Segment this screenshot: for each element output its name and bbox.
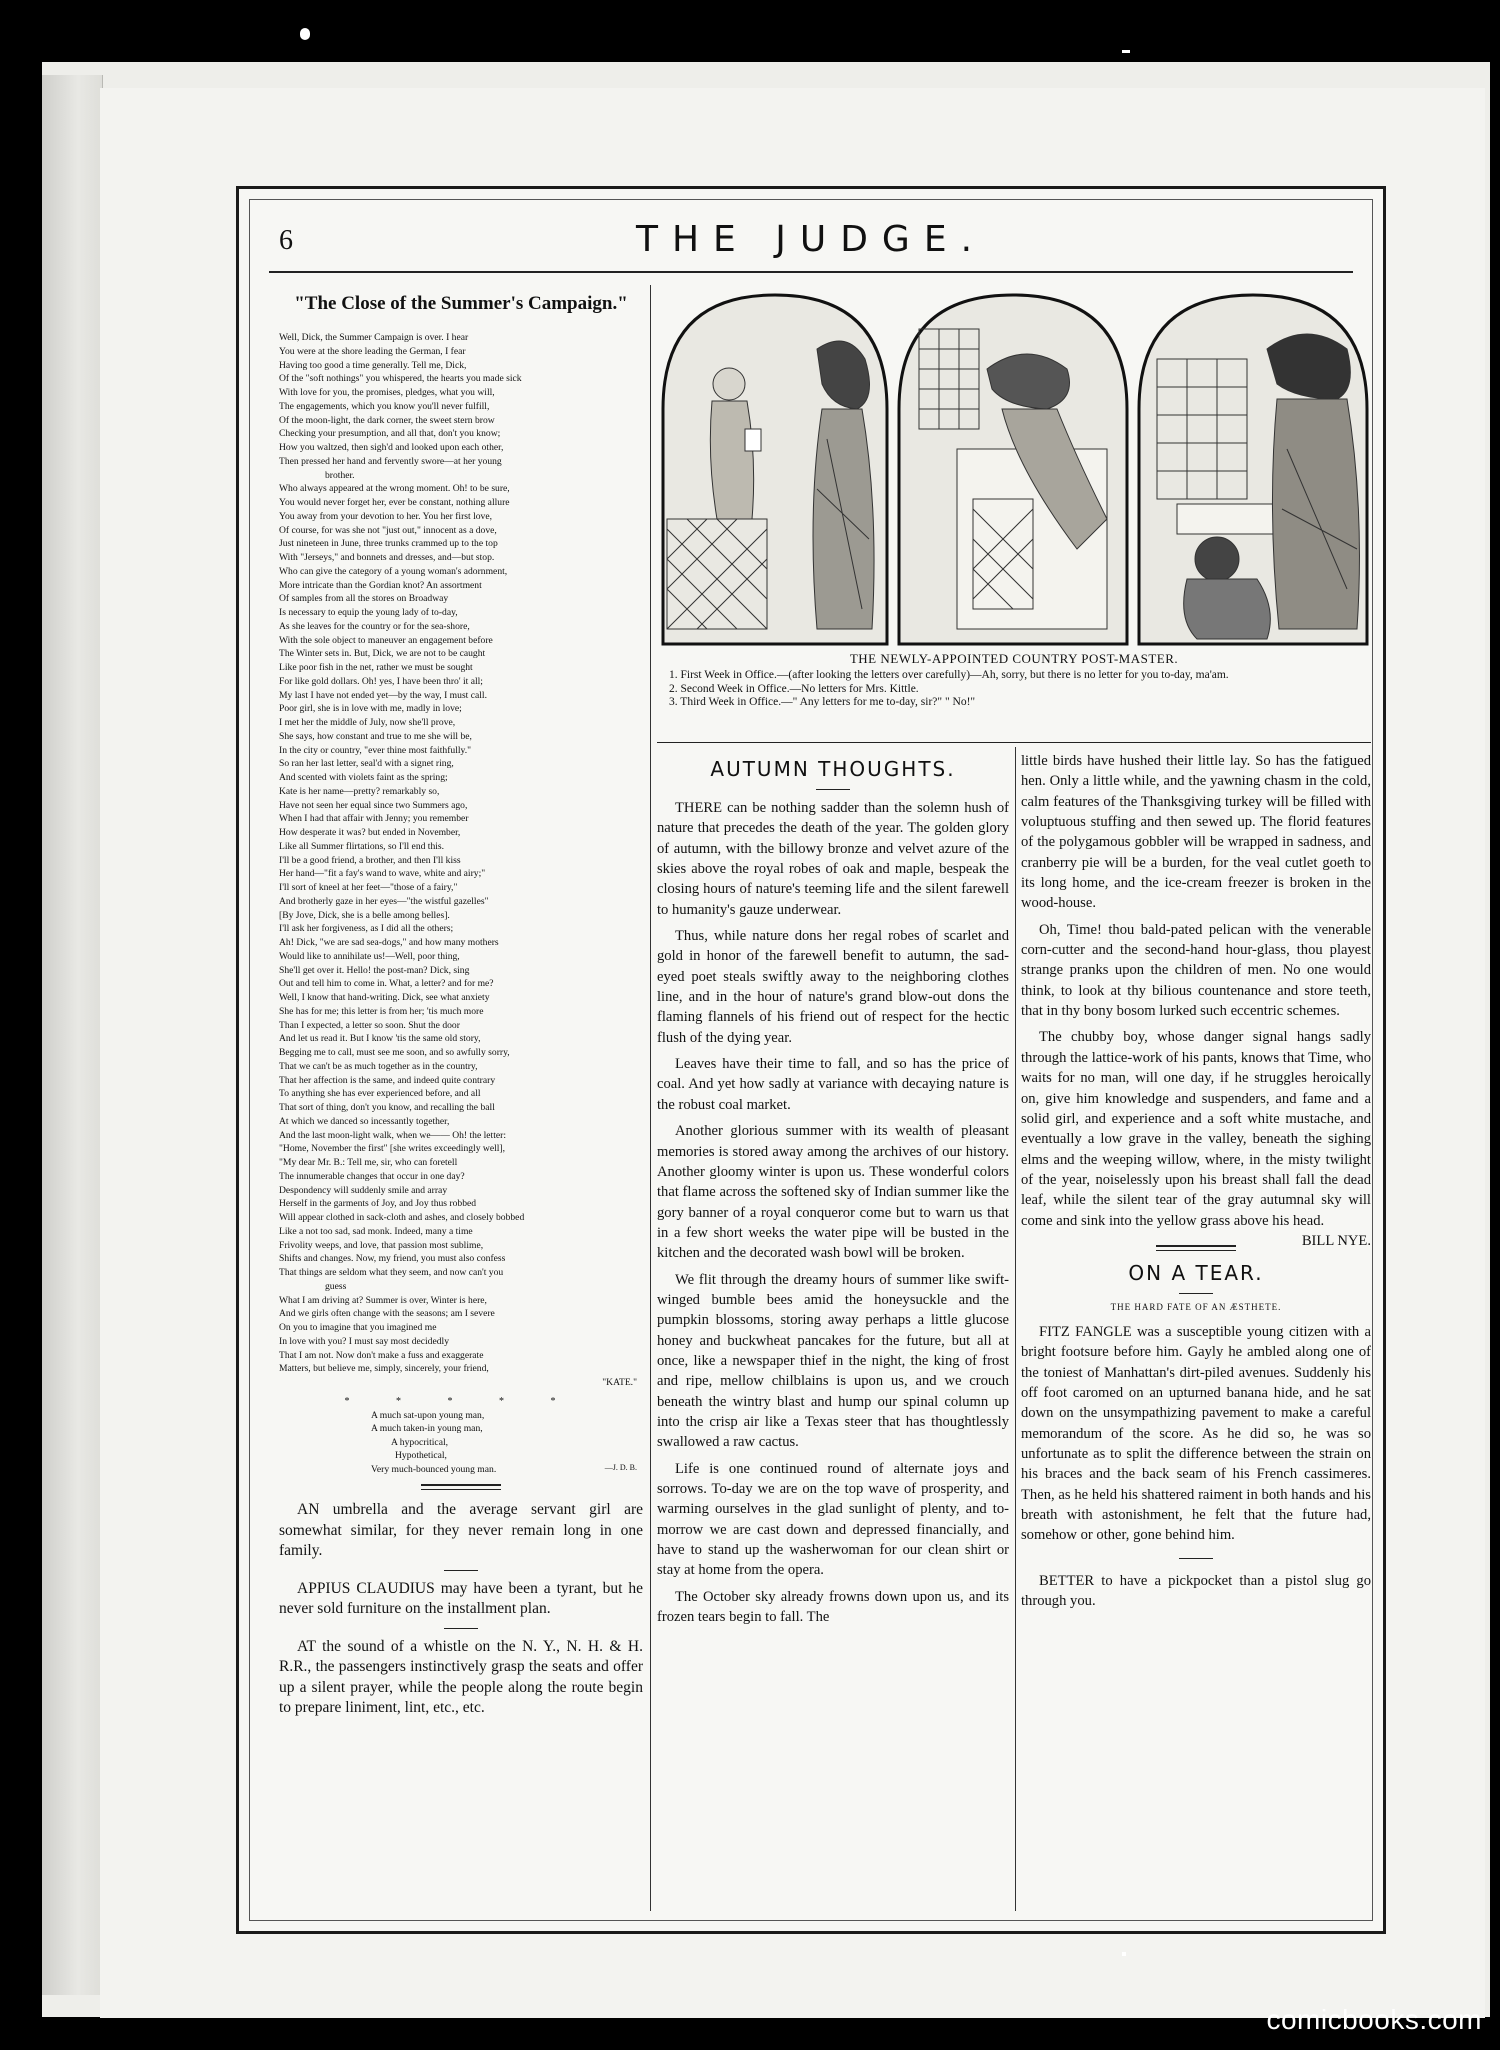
poem-line: [By Jove, Dick, she is a belle among belles].: [279, 909, 450, 921]
page-frame: [236, 186, 1386, 1934]
poem-line: I'll ask her forgiveness, as I did all the others;: [279, 923, 454, 935]
poem-line: That her affection is the same, and indeed quite contrary: [279, 1074, 496, 1086]
poem-line: In love with you? I must say most decidedly: [279, 1335, 449, 1347]
poem-line: Out and tell him to come in. What, a letter? and for me?: [279, 978, 494, 990]
right-column: [1021, 747, 1371, 1611]
poem-line: Of course, for was she not "just out," innocent as a dove,: [279, 524, 497, 536]
poem-line: More intricate than the Gordian knot? An assortment: [279, 579, 482, 591]
poem-line: How desperate it was? but ended in November,: [279, 827, 461, 838]
poem-line: The engagements, which you know you'll never fulfill,: [279, 400, 490, 412]
poem-line: With love for you, the promises, pledges, what you will,: [279, 387, 495, 398]
short-rule: [816, 789, 850, 790]
poem-line: Herself in the garments of Joy, and Joy thus robbed: [279, 1198, 477, 1210]
poem-line: To anything she has ever experienced before, and all: [279, 1088, 481, 1100]
poem-line: And scented with violets faint as the spring;: [279, 772, 448, 783]
poem-line: She has for me; this letter is from her; 'tis much more: [279, 1005, 484, 1017]
poem-line: Kate is her name—pretty? remarkably so,: [279, 785, 440, 797]
section-rule: [1156, 1245, 1236, 1251]
poem-line: Having too good a time generally. Tell me, Dick,: [279, 359, 467, 371]
epilogue-line: Hypothetical,: [395, 1450, 447, 1462]
squib-appius: APPIUS CLAUDIUS may have been a tyrant, but he never sold furniture on the installment plan.: [279, 1579, 643, 1618]
masthead-title: THE JUDGE.: [635, 219, 987, 260]
poem-line: In the city or country, "ever thine most faithfully.": [279, 744, 472, 756]
poem-line: With the sole object to maneuver an engagement before: [279, 634, 493, 646]
poem-line: As she leaves for the country or for the sea-shore,: [279, 620, 470, 632]
poem-line: Begging me to call, must see me soon, and so awfully sorry,: [279, 1047, 510, 1058]
poem-line: On you to imagine that you imagined me: [279, 1322, 437, 1333]
poem-line: Who always appeared at the wrong moment. Oh! to be sure,: [279, 483, 510, 495]
masthead-rule: [269, 271, 1353, 273]
poem-line: And we girls often change with the seasons; am I severe: [279, 1308, 495, 1320]
autumn-continued: Oh, Time! thou bald-pated pelican with the venerable corn-cutter and the second-hand hour-glass, thou playest strange pranks upon the children of men. No one would think, to look at thy bilious countenance and store teeth, that in thy bony bosom lurked such eccentric schemes.: [1021, 921, 1371, 1020]
poem-line: Then pressed her hand and fervently swore—at her young: [279, 455, 502, 467]
poem-line: Like poor fish in the net, rather we must be sought: [279, 662, 473, 673]
short-rule: [444, 1570, 478, 1571]
poem-line: She'll get over it. Hello! the post-man? Dick, sing: [279, 964, 470, 976]
poem-line: How you waltzed, then sigh'd and looked upon each other,: [279, 442, 504, 453]
poem-line: That I am not. Now don't make a fuss and exaggerate: [279, 1349, 484, 1361]
short-rule: [1179, 1558, 1213, 1559]
poem-line: My last I have not ended yet—by the way, I must call.: [279, 689, 487, 701]
poem-line: guess: [325, 1280, 347, 1292]
poem-line: Her hand—"fit a fay's wand to wave, white and airy;": [279, 868, 486, 880]
squib-umbrella: AN umbrella and the average servant girl are somewhat similar, for they never remain long in one family.: [279, 1501, 643, 1560]
poem-line: Despondency will suddenly smile and array: [279, 1184, 448, 1196]
column-divider: [650, 285, 651, 1911]
epilogue-line: Very much-bounced young man.: [371, 1463, 497, 1475]
autumn-paragraph: We flit through the dreamy hours of summer like swift-winged bumble bees amid the honeysuckle and the pumpkin blossoms, storing away perhaps a little glucose honey and buckwheat pancakes for the future, but all at once, like a newspaper thief in the night, the king of frost and ripe, mellow chilblains is upon us, and we crouch beneath the wintry blast and hump our spinal column up into the crisp air like a Texas steer that has thoughtlessly swallowed a raw cactus.: [657, 1271, 1009, 1451]
poem-line: I'll sort of kneel at her feet—"those of a fairy,": [279, 882, 458, 893]
autumn-signature: BILL NYE.: [1301, 1232, 1371, 1249]
autumn-paragraph: Thus, while nature dons her regal robes of scarlet and gold in honor of the farewell benefit to autumn, the sad-eyed poet steals swiftly away to the neighboring clothes line, and in the hour of nature's grand blow-out dons the flaming flannels of his friend out of respect for the hectic flush of the dying year.: [657, 928, 1009, 1046]
poem-line: When I had that affair with Jenny; you remember: [279, 813, 469, 825]
poem-line: Like all Summer flirtations, so I'll end this.: [279, 840, 445, 852]
poem-line: "Home, November the first" [she writes exceedingly well],: [279, 1143, 506, 1155]
short-rule: [444, 1628, 478, 1629]
tear-title: ON A TEAR.: [1128, 1260, 1264, 1285]
autumn-paragraph: THERE can be nothing sadder than the solemn hush of nature that precedes the death of the year. The golden glory of autumn, with the billowy bronze and velvet azure of the skies above the royal robes of oak and maple, bespeak the closing hours of nature's teeming life and the silent farewell to humanity's gauze underwear.: [657, 800, 1009, 918]
poem-line: Matters, but believe me, simply, sincerely, your friend,: [279, 1363, 489, 1375]
poem-line: Like a not too sad, sad monk. Indeed, many a time: [279, 1225, 473, 1237]
poem-line: "KATE.": [602, 1377, 637, 1388]
autumn-final-text: The chubby boy, whose danger signal hangs sadly through the lattice-work of his pants, knows that Time, who waits for no man, will one day, if he struggles heroically on, give him knowledge and suspenders, and fame and a solid girl, and experience and a soft white mustache, and eventually a low grave in the valley, beneath the sighing elms and the weeping willow, where, in the misty twilight of the year, noiselessly upon his breast shall fall the dead leaf, while the silent tear of the gray autumnal sky will come and sink into the yellow grass above his head.: [1021, 1029, 1371, 1229]
poem-signature: —J. D. B.: [604, 1463, 637, 1473]
caption-line: 2. Second Week in Office.—No letters for Mrs. Kittle.: [669, 682, 919, 695]
poem-line: Who can give the category of a young woman's adornment,: [279, 565, 508, 577]
poem-line: You would never forget her, ever be constant, nothing allure: [279, 497, 510, 508]
binding-edge: [42, 75, 103, 1995]
epilogue-line: A much taken-in young man,: [371, 1423, 483, 1435]
epilogue-line: A hypocritical,: [391, 1436, 449, 1448]
poem-line: That things are seldom what they seem, and now can't you: [279, 1267, 504, 1278]
poem-line: For like gold dollars. Oh! yes, I have been thro' it all;: [279, 675, 483, 687]
epilogue-line: A much sat-upon young man,: [371, 1409, 485, 1421]
poem-line: I met her the middle of July, now she'll prove,: [279, 717, 456, 728]
postmaster-illustration: [657, 289, 1371, 647]
section-rule: [421, 1484, 501, 1490]
autumn-continued: [1021, 1027, 1371, 1249]
autumn-paragraph: Leaves have their time to fall, and so has the price of coal. And yet how sadly at variance with decaying nature is the robust coal market.: [657, 1056, 1009, 1113]
page-number: 6: [279, 225, 293, 256]
poem-line: Of the "soft nothings" you whispered, the hearts you made sick: [279, 373, 522, 385]
poem-line: You were at the shore leading the German, I fear: [279, 345, 466, 357]
left-column: [279, 289, 643, 1719]
illustration-caption: [669, 669, 1369, 710]
poem-line: That sort of thing, don't you know, and recalling the ball: [279, 1102, 495, 1113]
watermark: comicbooks.com: [1266, 2004, 1482, 2035]
poem-line: Frivolity weeps, and love, that passion most sublime,: [279, 1239, 484, 1251]
poem-line: "My dear Mr. B.: Tell me, sir, who can foretell: [279, 1157, 458, 1168]
poem-line: Poor girl, she is in love with me, madly in love;: [279, 703, 462, 715]
poem-line: Is necessary to equip the young lady of to-day,: [279, 607, 458, 618]
scan-speck: [1122, 50, 1130, 53]
poem-line: And brotherly gaze in her eyes—"the wistful gazelles": [279, 895, 489, 907]
poem-line: Have not seen her equal since two Summers ago,: [279, 799, 468, 811]
poem-line: Of the moon-light, the dark corner, the sweet stern brow: [279, 414, 495, 426]
autumn-title: AUTUMN THOUGHTS.: [710, 757, 956, 781]
poem-line: And let us read it. But I know 'tis the same old story,: [279, 1033, 481, 1045]
poem-line: Checking your presumption, and all that, don't you know;: [279, 428, 501, 440]
autumn-continued: little birds have hushed their little lay. So has the fatigued hen. Only a little while, and the yawning chasm in the cold, calm features of the Thanksgiving turkey will be filled with voluptuous stuffing and then sewed up. The florid features of the polygamous gobbler will be wrapped in sadness, and cranberry pie will be a burden, for the veal cutlet goeth to its long home, and the ice-cream freezer is broken in the wood-house.: [1021, 753, 1371, 912]
poem-line: Of samples from all the stores on Broadway: [279, 593, 449, 605]
poem-line: Well, I know that hand-writing. Dick, see what anxiety: [279, 992, 490, 1003]
poem-line: And the last moon-light walk, when we—— Oh! the letter:: [279, 1129, 507, 1141]
poem-line: That we can't be as much together as in the country,: [279, 1060, 478, 1072]
poem-line: brother.: [325, 469, 355, 481]
poem-line: You away from your devotion to her. You her first love,: [279, 510, 493, 522]
poem-line: Than I expected, a letter so soon. Shut the door: [279, 1019, 460, 1031]
poem-line: At which we danced so incessantly together,: [279, 1115, 450, 1127]
poem-title: "The Close of the Summer's Campaign.": [294, 293, 628, 314]
poem-line: Would like to annihilate us!—Well, poor thing,: [279, 950, 460, 962]
poem-stars: * * * * *: [344, 1395, 578, 1407]
poem-line: What I am driving at? Summer is over, Winter is here,: [279, 1294, 487, 1306]
caption-line: 3. Third Week in Office.—" Any letters for me to-day, sir?" " No!": [669, 696, 976, 708]
closing-squib: BETTER to have a pickpocket than a pistol slug go through you.: [1021, 1572, 1371, 1610]
poem-line: With "Jerseys," and bonnets and dresses, and—but stop.: [279, 552, 495, 563]
column-divider: [1015, 747, 1016, 1911]
caption-rule: [657, 742, 1371, 743]
squib-whistle: AT the sound of a whistle on the N. Y., N. H. & H. R.R., the passengers instinctively grasp the seats and offer up a silent prayer, while the people along the route begin to prepare liniment, lint, etc., etc.: [279, 1637, 643, 1717]
poem-line: So ran her last letter, seal'd with a signet ring,: [279, 758, 454, 770]
poem-line: Shifts and changes. Now, my friend, you must also confess: [279, 1253, 506, 1265]
tear-paragraph: FITZ FANGLE was a susceptible young citizen with a bright footsure before him. Gayly he ambled along one of the toniest of Manhattan's dirt-piled avenues. Suddenly his off foot caromed on an upturned banana hide, and he sat down on the unsympathizing pavement to make a careful memorandum of the score. As he did so, he was so unfortunate as to split the difference between the strain on his braces and the back seam of his French cassimeres. Then, as he held his shattered raiment in both hands and his breath with astonishment, he felt that the future had, somehow or other, gone behind him.: [1021, 1323, 1371, 1544]
scan-speck: [300, 28, 310, 40]
caption-line: 1. First Week in Office.—(after looking the letters over carefully)—Ah, sorry, but there is no letter for you to-day, ma'am.: [669, 669, 1229, 681]
poem-line: She says, how constant and true to me she will be,: [279, 730, 472, 742]
poem-line: Just nineteen in June, three trunks crammed up to the top: [279, 538, 498, 550]
autumn-paragraph: Life is one continued round of alternate joys and sorrows. To-day we are on the top wave of prosperity, and warming ourselves in the glad sunlight of plenty, and to-morrow we are cast down and depressed financially, and have to stand up the washerwoman for our clean shirt or stay at home from the opera.: [657, 1460, 1009, 1579]
poem-line: Will appear clothed in sack-cloth and ashes, and closely bobbed: [279, 1212, 525, 1223]
poem-line: The innumerable changes that occur in one day?: [279, 1170, 465, 1182]
autumn-paragraph: Another glorious summer with its wealth of pleasant memories is stored away among the archives of our history. Another gloomy winter is upon us. These wonderful colors that flame across the softened sky of Indian summer like the gory banner of a royal conqueror come but to warn us that in a few short weeks the water pipe will be busted in the kitchen and the decorated wash bowl will be broken.: [657, 1123, 1009, 1262]
illustration-caption-title: THE NEWLY-APPOINTED COUNTRY POST-MASTER.: [849, 651, 1179, 666]
poem-line: I'll be a good friend, a brother, and then I'll kiss: [279, 854, 461, 866]
middle-column: [657, 747, 1009, 1627]
poem-line: Well, Dick, the Summer Campaign is over. I hear: [279, 332, 469, 343]
poem-line: The Winter sets in. But, Dick, we are not to be caught: [279, 648, 486, 660]
poem-body: [279, 331, 643, 1390]
poem-line: Ah! Dick, "we are sad sea-dogs," and how many mothers: [279, 937, 499, 948]
autumn-paragraph: The October sky already frowns down upon us, and its frozen tears begin to fall. The: [657, 1588, 1009, 1626]
tear-subtitle: THE HARD FATE OF AN ÆSTHETE.: [1110, 1301, 1282, 1312]
scan-speck: [1122, 1952, 1126, 1956]
short-rule: [1179, 1293, 1213, 1294]
